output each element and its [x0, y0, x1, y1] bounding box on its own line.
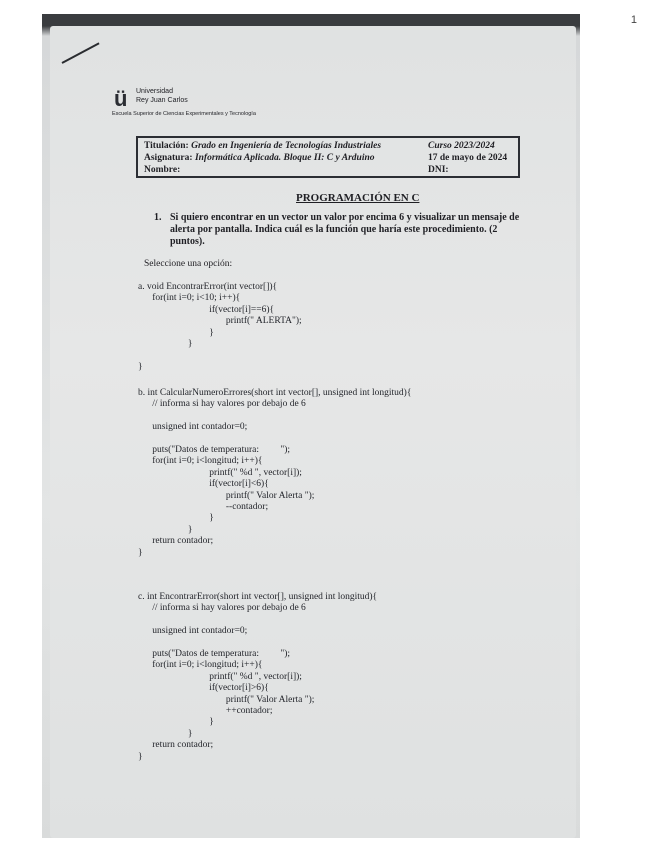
section-title: PROGRAMACIÓN EN C — [296, 192, 420, 204]
page-number: 1 — [630, 14, 637, 26]
titulacion-value: Grado en Ingeniería de Tecnologías Industriales — [191, 141, 382, 151]
logo-u-icon: ü — [114, 86, 128, 111]
curso: Curso 2023/2024 — [428, 141, 495, 151]
option-a-code[interactable]: a. void EncontrarError(int vector[]){ for(int i=0; i<10; i++){ if(vector[i]==6){ printf(" ALERTA"); } } } — [138, 282, 302, 372]
document-photo — [42, 14, 580, 838]
info-row-asignatura — [144, 152, 512, 164]
question-text: Si quiero encontrar en un vector un valor por encima 6 y visualizar un mensaje de alerta por pantalla. Indica cuál es la función que haría este procedimiento. (2 puntos). — [170, 212, 520, 247]
question-number: 1. — [154, 212, 162, 223]
logo-school: Escuela Superior de Ciencias Experimentales y Tecnología — [112, 111, 256, 117]
info-row-titulacion — [144, 140, 512, 152]
titulacion-label: Titulación: — [144, 141, 189, 151]
info-row-nombre — [144, 164, 512, 176]
nombre-label: Nombre: — [144, 165, 181, 175]
logo-line1: Universidad — [136, 88, 173, 95]
question-1 — [154, 212, 534, 248]
option-c-code[interactable]: c. int EncontrarError(short int vector[], unsigned int longitud){ // informa si hay valores por debajo de 6 unsigned int contador=0; puts("Datos de temperatura: "); for(int i=0; i<longitud; i++){ printf(" %d ", vector[i]); if(vector[i]>6){ printf(" Valor Alerta "); ++contador; } } return contador; } — [138, 592, 378, 762]
dni-label: DNI: — [428, 165, 449, 175]
asignatura-label: Asignatura: — [144, 153, 193, 163]
select-label: Seleccione una opción: — [144, 259, 233, 269]
exam-info-box — [136, 136, 520, 178]
logo-line2: Rey Juan Carlos — [136, 97, 188, 104]
asignatura-value: Informática Aplicada. Bloque II: C y Arduino — [194, 153, 375, 163]
fecha: 17 de mayo de 2024 — [428, 153, 508, 163]
option-b-code[interactable]: b. int CalcularNumeroErrores(short int vector[], unsigned int longitud){ // informa si hay valores por debajo de 6 unsigned int contador=0; puts("Datos de temperatura: "); for(int i=0; i<longitud; i++){ printf(" %d ", vector[i]); if(vector[i]<6){ printf(" Valor Alerta "); --contador; } } return contador; } — [138, 388, 412, 558]
